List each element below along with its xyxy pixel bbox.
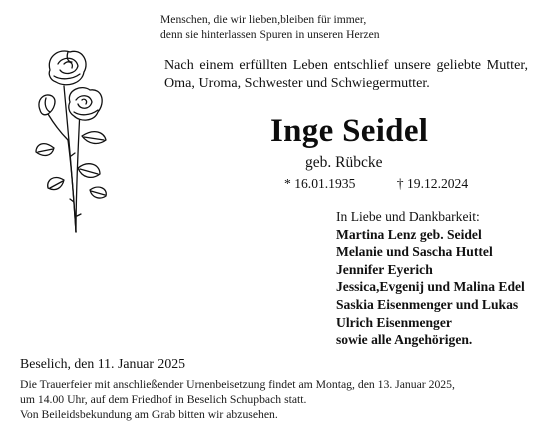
motto-line-2: denn sie hinterlassen Spuren in unseren Herzen [160,28,380,41]
motto [160,12,520,42]
place-date: Beselich, den 11. Januar 2025 [20,356,186,371]
mourner: sowie alle Angehörigen. [336,332,473,348]
mourner: Jennifer Eyerich [336,261,433,277]
mourner: Saskia Eisenmenger und Lukas [336,296,519,312]
mourners-list [336,208,536,349]
mourner: Melanie und Sascha Huttel [336,244,493,260]
funeral-notice [20,377,530,422]
birth-name: geb. Rübcke [305,154,383,171]
life-dates [284,176,468,192]
intro-line-2: Oma, Uroma, Schwester und Schwiegermutter. [164,75,430,91]
mourner: Martina Lenz geb. Seidel [336,226,482,242]
birth-date: * 16.01.1935 [284,176,356,191]
motto-line-1: Menschen, die wir lieben,bleiben für immer, [160,13,367,26]
death-date: † 19.12.2024 [396,176,469,191]
notice-line-1: Die Trauerfeier mit anschließender Urnenbeisetzung findet am Montag, den 13. Januar 2025, [20,378,455,391]
intro-line-1: Nach einem erfüllten Leben entschlief unsere geliebte Mutter, [164,57,528,73]
notice-line-3: Von Beileidsbekundung am Grab bitten wir abzusehen. [20,408,278,421]
mourners-heading: In Liebe und Dankbarkeit: [336,209,480,224]
mourner: Jessica,Evgenij und Malina Edel [336,279,525,295]
notice-line-2: um 14.00 Uhr, auf dem Friedhof in Beselich Schupbach statt. [20,393,307,406]
rose-icon [24,40,134,240]
intro-text [164,56,528,92]
deceased-name: Inge Seidel [270,113,429,149]
mourner: Ulrich Eisenmenger [336,314,452,330]
